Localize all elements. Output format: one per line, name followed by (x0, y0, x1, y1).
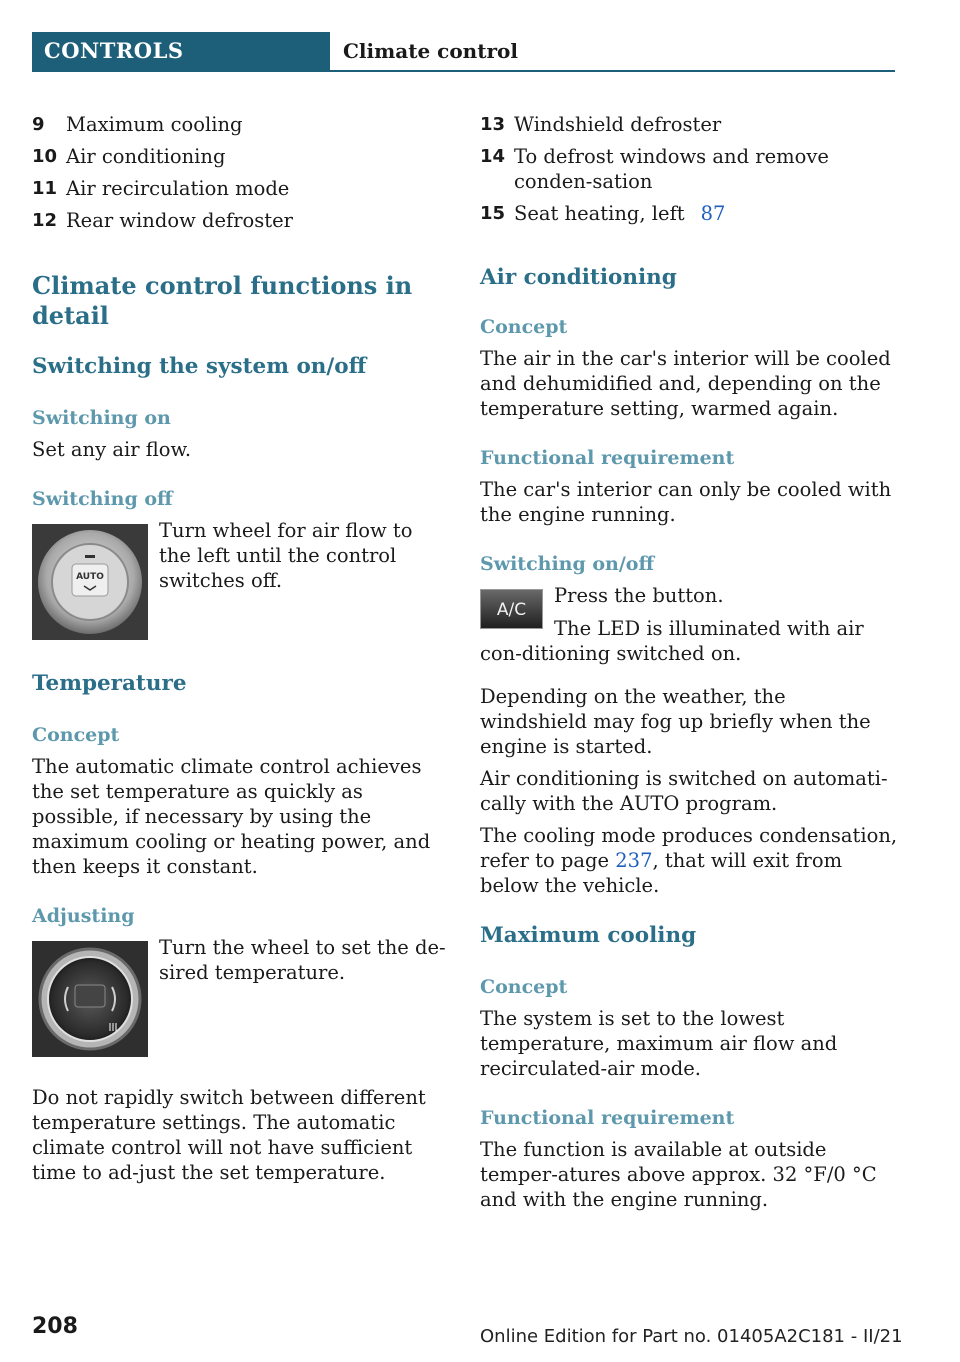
airflow-dial-image (32, 524, 148, 640)
list-item (32, 112, 450, 137)
page-ref-link[interactable]: 87 (700, 202, 726, 225)
text-temp-concept: The automatic climate control achieves the set temperature as quickly as possible, if necessary by using the maximum cooling or heating power, and then keeps it constant. (32, 755, 431, 878)
heading-adjusting: Adjusting (32, 905, 135, 927)
list-item (32, 144, 450, 169)
list-item (32, 176, 450, 201)
item-text: Maximum cooling (66, 113, 243, 136)
text-temp-warning: Do not rapidly switch between different temperature settings. The automatic climate control will not have sufficient time to ad‐just the set temperature. (32, 1086, 426, 1184)
footer-edition: Online Edition for Part no. 01405A2C181 - II/21 (480, 1326, 903, 1347)
heading-switching-off: Switching off (32, 488, 173, 510)
item-number: 15 (480, 203, 506, 224)
item-number: 13 (480, 114, 506, 135)
right-column (480, 112, 898, 1212)
heading-detail: Climate control functions in detail (32, 271, 413, 330)
text-condensation-a: The cooling mode produces condensation, refer to page (480, 824, 898, 872)
item-text: Air conditioning (66, 145, 226, 168)
item-text: Rear window defroster (66, 209, 293, 232)
text-condensation-b: , that will exit from below the vehicle. (480, 849, 843, 897)
item-text: Windshield defroster (514, 113, 722, 136)
header-rule (32, 70, 895, 72)
text-condensation (480, 823, 898, 898)
temperature-dial-image (32, 941, 148, 1057)
item-number: 14 (480, 146, 506, 167)
heading-switching-on: Switching on (32, 407, 171, 429)
heading-ac-onoff: Switching on/off (480, 553, 655, 575)
header-section: CONTROLS (32, 32, 330, 70)
item-text: Air recirculation mode (66, 177, 290, 200)
text-press-button: Press the button. (554, 584, 724, 607)
heading-max-cooling: Maximum cooling (480, 923, 697, 948)
header-title: Climate control (343, 39, 518, 63)
text-auto: Air conditioning is switched on automati‐cally with the AUTO program. (480, 767, 888, 815)
item-number: 9 (32, 114, 45, 135)
list-item (480, 144, 898, 194)
ac-button-label: A/C (496, 600, 527, 620)
heading-temperature: Temperature (32, 671, 187, 696)
legend-list-left (32, 112, 450, 233)
heading-max-concept: Concept (480, 976, 568, 998)
item-text: Seat heating, left (514, 202, 685, 225)
text-ac-concept: The air in the car's interior will be cooled and dehumidified and, depending on the temperature setting, warmed again. (480, 347, 891, 420)
text-switching-off: Turn wheel for air flow to the left until the control switches off. (159, 519, 413, 592)
text-adjusting: Turn the wheel to set the de‐sired temperature. (159, 936, 446, 984)
ac-onoff-block (480, 583, 898, 666)
text-ac-requirement: The car's interior can only be cooled with the engine running. (480, 478, 892, 526)
heading-max-requirement: Functional requirement (480, 1107, 735, 1129)
left-column (32, 112, 450, 1185)
heading-air-conditioning: Air conditioning (480, 265, 677, 290)
heading-switching: Switching the system on/off (32, 354, 367, 379)
switch-off-block (32, 518, 450, 640)
text-led: The LED is illuminated with air con‐ditioning switched on. (480, 617, 864, 665)
text-max-concept: The system is set to the lowest temperature, maximum air flow and recirculated-air mode. (480, 1007, 838, 1080)
legend-list-right (480, 112, 898, 226)
dial-auto-label: AUTO (76, 572, 104, 582)
heading-ac-concept: Concept (480, 316, 568, 338)
text-max-requirement: The function is available at outside temper‐atures above approx. 32 °F/0 °C and with the engine running. (480, 1138, 877, 1211)
adjust-block (32, 935, 450, 1057)
page-number: 208 (32, 1314, 78, 1339)
page-ref-link[interactable]: 237 (615, 849, 653, 872)
list-item (480, 201, 898, 226)
item-number: 12 (32, 210, 58, 231)
heading-temp-concept: Concept (32, 724, 120, 746)
ac-button-image (480, 589, 543, 629)
item-number: 10 (32, 146, 58, 167)
text-fog: Depending on the weather, the windshield may fog up briefly when the engine is started. (480, 685, 871, 758)
list-item (32, 208, 450, 233)
text-switching-on: Set any air flow. (32, 438, 192, 461)
heading-ac-requirement: Functional requirement (480, 447, 735, 469)
item-text: To defrost windows and remove conden‐sation (514, 145, 829, 193)
item-number: 11 (32, 178, 58, 199)
list-item (480, 112, 898, 137)
